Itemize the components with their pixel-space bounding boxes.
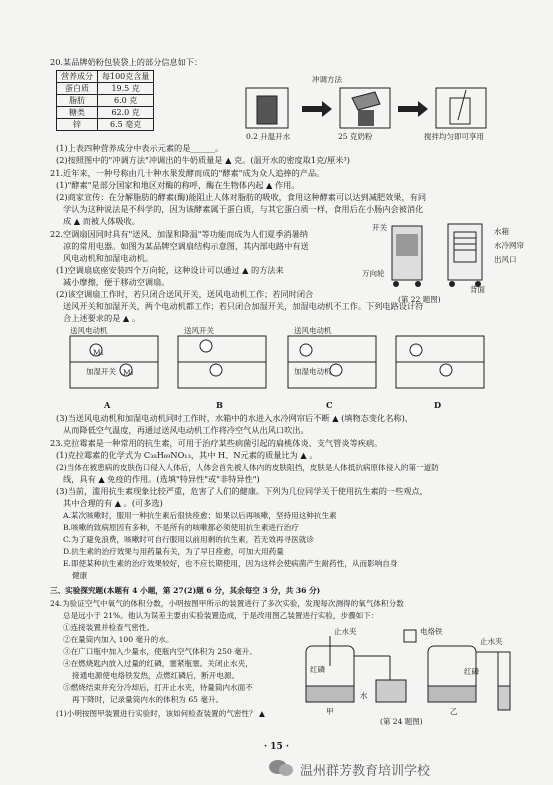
apparatus-label: 水 xyxy=(360,691,368,700)
circuit-label: 送风开关 xyxy=(184,326,214,335)
table-cell: 脂肪 xyxy=(57,95,98,107)
q24-step: ③在广口瓶中加入少量水，使瓶内空气体积为 250 毫升。 xyxy=(63,647,257,656)
q21-line: 成 ▲ 而被人体吸收。 xyxy=(63,216,141,226)
table-header: 每100克含量 xyxy=(98,71,154,83)
motor-label: M₂ xyxy=(123,368,134,377)
apparatus-label: 红磷 xyxy=(464,667,479,676)
q20-sub1: (1)上表四种营养成分中表示元素的是______。 xyxy=(56,143,224,153)
q22-line: 从而降低空气温度，再通过送风电动机工作将冷空气从出风口吹出。 xyxy=(63,425,309,435)
q23-option: C.为了避免浪费，咳嗽时可自行服用以前用剩的抗生素，若无效再寻医就诊 xyxy=(63,535,314,544)
q22-line: 凉的常用电器。如图为某品牌空调扇结构示意图，其内部电路中有送 xyxy=(63,241,309,251)
fig-caption: (第 24 题图) xyxy=(380,717,423,726)
q24-step: 接通电源使电烙铁发热，点燃红磷后，断开电源。 xyxy=(72,671,240,680)
q21-line: 学认为这种说法是不科学的，因为该酵素属于蛋白质，与其它蛋白质一样，食用后在小肠内会被消化 xyxy=(63,204,424,214)
fig-label: 万向轮 xyxy=(362,269,385,278)
q24-step: 再下降时，记录量筒内水的体积为 65 毫升。 xyxy=(72,695,224,704)
option-label: C xyxy=(326,400,333,410)
q23-option: A.某次咳嗽时，服用一种抗生素后很快痊愈；如果以后再咳嗽，坚持用这种抗生素 xyxy=(63,511,337,520)
fig-label: 出风口 xyxy=(494,255,517,264)
q22-line: (1)空调扇底座安装四个万向轮，这种设计可以通过 ▲ 的方法来 xyxy=(56,265,284,275)
table-cell: 蛋白质 xyxy=(57,83,98,95)
q22-line: 合上述要求的是 ▲ 。 xyxy=(63,313,141,323)
method-title: 冲调方法 xyxy=(312,75,342,84)
step-label: 25 克奶粉 xyxy=(338,132,373,141)
table-cell: 糖类 xyxy=(57,107,98,119)
wechat-logo-icon xyxy=(268,758,294,778)
q21-line: (1)"酵素"是部分国家和地区对酶的称呼，酶在生物体内起 ▲ 作用。 xyxy=(56,180,300,190)
q23-option: 健康 xyxy=(72,571,88,580)
q22-line: (3)当送风电动机和加湿电动机同时工作时，水箱中的水进入水冷网帘后不断 ▲ (填物态变化名称)， xyxy=(56,413,413,423)
q23-line: (2)当体在被患病的皮肤伤口侵入人体后，人体会首先被人体内的皮肤阻挡，皮肤是人体抵抗病原体侵入的第一道防 xyxy=(56,463,439,472)
apparatus-label: 电烙铁 xyxy=(420,627,443,636)
q23-line: (3)当前，滥用抗生素现象比较严重，危害了人们的健康。下列为几位同学关于使用抗生素的一些观点， xyxy=(56,486,428,496)
option-label: D xyxy=(434,400,442,410)
fig-label: 开关 xyxy=(372,223,387,232)
apparatus-label: 甲 xyxy=(326,707,334,716)
circuit-label: 送风电动机 xyxy=(70,326,108,335)
table-cell: 19.5 克 xyxy=(98,83,154,95)
circuit-label: 加湿电动机 xyxy=(294,367,332,376)
circuit-options-figure xyxy=(66,326,506,400)
q20-intro: 20.某品牌奶粉包装袋上的部分信息如下： xyxy=(50,57,203,67)
q24-question: (1)小明按图甲装置进行实验时，该如何检查装置的气密性？ ▲ xyxy=(56,709,265,718)
q24-step: ⑤燃烧结束并充分冷却后，打开止水夹，待量筒内水面不 xyxy=(63,683,253,692)
q23-option: D.抗生素的治疗效果与用药量有关，为了早日痊愈，可加大用药量 xyxy=(63,547,284,556)
q22-line: 减小摩擦，便于移动空调扇。 xyxy=(63,277,170,287)
apparatus-label: 红磷 xyxy=(310,665,325,674)
q22-line: 风电动机和加湿电动机。 xyxy=(63,253,154,263)
circuit-label: 加湿开关 xyxy=(86,367,116,376)
q24-step: ④在燃烧匙内放入过量的红磷，塞紧瓶塞。关闭止水夹， xyxy=(63,659,253,668)
q24-line: 24.为验证空气中氧气的体积分数，小明按图甲所示的装置进行了多次实验，发现每次测得的氧气体积分数 xyxy=(50,599,404,608)
q22-line: 22.空调扇因同时具有"送风、加湿和降温"等功能而成为人们夏季消暑纳 xyxy=(50,229,308,239)
section-title: 三、实验探究题(本题有 4 小题，第 27(2)题 6 分，其余每空 3 分，共 36 分) xyxy=(50,586,321,595)
q24-line: 总是远小于 21%。他认为误差主要由实验装置造成，于是改用图乙装置进行实验，步骤如下： xyxy=(63,611,379,620)
q24-step: ②在量筒内加入 100 毫升的水。 xyxy=(63,635,174,644)
step-label: 搅拌均匀即可享用 xyxy=(424,132,484,141)
q23-line: 23.克拉霉素是一种常用的抗生素，可用于治疗某些病菌引起的扁桃体炎、支气管炎等疾病。 xyxy=(50,438,383,448)
circuit-label: 送风电动机 xyxy=(294,326,332,335)
nutrition-table xyxy=(56,70,154,131)
option-label: A xyxy=(104,400,111,410)
q23-option: E.即使某种抗生素的治疗效果较好，也不应长期使用，因为这样会使病菌产生耐药性，从而影响自身 xyxy=(63,559,398,568)
apparatus-label: 止水夹 xyxy=(334,627,357,636)
q22-line: (2)该空调扇工作时，若只闭合送风开关，送风电动机工作；若同时闭合 xyxy=(56,289,314,299)
q23-option: B.咳嗽的致病原因有多种，不是所有的咳嗽都必须使用抗生素进行治疗 xyxy=(63,523,299,532)
mixing-steps-figure xyxy=(240,84,510,130)
watermark-text: 温州群芳教育培训学校 xyxy=(300,764,431,779)
fig-label: 背面 xyxy=(470,285,485,294)
step-label: 0.2 升温开水 xyxy=(246,132,291,141)
page-number: · 15 · xyxy=(264,742,290,752)
motor-label: M₁ xyxy=(93,348,104,357)
table-header: 营养成分 xyxy=(57,71,98,83)
table-cell: 6.5 毫克 xyxy=(98,119,154,131)
table-cell: 62.0 克 xyxy=(98,107,154,119)
q21-line: 21.近年来，一种号称由几十种水果发酵而成的"酵素"成为众人追捧的产品。 xyxy=(50,168,325,178)
q22-line: 送风开关和加湿开关，两个电动机都工作；若只闭合加湿开关，加湿电动机不工作。下列电路设计符 xyxy=(63,301,424,311)
fig-label: 水冷网帘 xyxy=(494,241,524,250)
air-cooler-figure xyxy=(378,220,508,292)
q23-line: (1)克拉霉素的化学式为 C₃₈H₆₉NO₁₃，其中 H、N元素的质量比为 ▲ 。 xyxy=(56,450,318,460)
table-cell: 6.0 克 xyxy=(98,95,154,107)
apparatus-label: 乙 xyxy=(450,707,458,716)
option-label: B xyxy=(216,400,223,410)
q21-line: (2)商家宣传：在分解脂肪的酵素(酶)能阻止人体对脂肪的吸收，食用这种酵素可以达到减肥效果，有同 xyxy=(56,192,427,202)
fig-caption: (第 22 题图) xyxy=(398,295,441,304)
q23-line: 线，具有 ▲ 免疫的作用。(选填"特异性"或"非特异性") xyxy=(63,474,260,484)
q23-line: 其中合理的有 ▲ 。(可多选) xyxy=(63,498,163,508)
apparatus-label: 止水夹 xyxy=(480,637,503,646)
fig-label: 水箱 xyxy=(494,227,509,236)
q20-sub2: (2)按照图中的"冲调方法"冲调出的牛奶质量是 ▲ 克。(温开水的密度取1克/厘米³) xyxy=(56,155,350,165)
table-cell: 锌 xyxy=(57,119,98,131)
q24-step: ①连接装置并检查气密性。 xyxy=(63,623,155,632)
